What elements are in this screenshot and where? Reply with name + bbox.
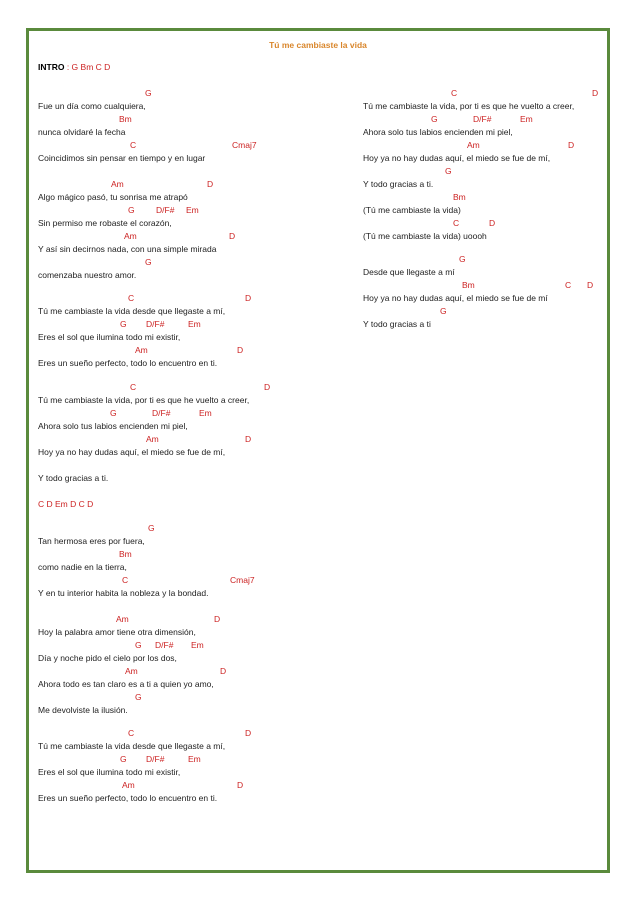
- lyric-line: Y todo gracias a ti: [363, 319, 431, 329]
- chord-line: [38, 178, 328, 191]
- lyric-line: Tú me cambiaste la vida desde que llegaste a mí,: [38, 306, 226, 316]
- chord: D: [237, 345, 244, 355]
- lyric-line: como nadie en la tierra,: [38, 562, 127, 572]
- chord-line: [38, 753, 328, 766]
- lyric-line: Algo mágico pasó, tu sonrisa me atrapó: [38, 192, 188, 202]
- chord: D: [220, 666, 227, 676]
- lyric-line: Desde que llegaste a mí: [363, 267, 455, 277]
- lyric-line: Hoy ya no hay dudas aquí, el miedo se fue de mí,: [38, 447, 226, 457]
- lyric-line: Tan hermosa eres por fuera,: [38, 536, 145, 546]
- chord: C: [130, 382, 137, 392]
- chord: Bm: [462, 280, 475, 290]
- chord-line: [363, 165, 608, 178]
- chord: D: [214, 614, 221, 624]
- chord: D: [592, 88, 599, 98]
- chord-line: [38, 433, 328, 446]
- chord: D: [207, 179, 214, 189]
- lyric-line: Y todo gracias a ti.: [38, 473, 109, 483]
- chord: Am: [125, 666, 138, 676]
- chord-line: [363, 217, 608, 230]
- chord: G: [440, 306, 447, 316]
- interlude-chords: C D Em D C D: [38, 499, 94, 509]
- chord-line: [38, 230, 328, 243]
- chord: Em: [188, 754, 201, 764]
- chord-line: [38, 113, 328, 126]
- lyrics-page: [26, 28, 610, 873]
- final-chorus: [363, 87, 608, 243]
- lyric-line: (Tú me cambiaste la vida): [363, 205, 461, 215]
- song-title: Tú me cambiaste la vida: [269, 40, 367, 50]
- chord-line: [38, 381, 328, 394]
- lyric-line: Hoy la palabra amor tiene otra dimensión,: [38, 627, 196, 637]
- chord: D: [587, 280, 594, 290]
- chord: Bm: [453, 192, 466, 202]
- chord: G: [135, 640, 142, 650]
- chord: Em: [191, 640, 204, 650]
- outro: [363, 253, 608, 331]
- lyric-line: Y todo gracias a ti.: [363, 179, 434, 189]
- chord: D: [229, 231, 236, 241]
- pre-chorus-1: [38, 178, 328, 282]
- lyric-line: Y así sin decirnos nada, con una simple mirada: [38, 244, 217, 254]
- chord: D: [264, 382, 271, 392]
- chord: C: [130, 140, 137, 150]
- chord: G: [445, 166, 452, 176]
- chord: D/F#: [146, 754, 165, 764]
- lyric-line: Día y noche pido el cielo por los dos,: [38, 653, 177, 663]
- lyric-line: Eres un sueño perfecto, todo lo encuentro en ti.: [38, 358, 218, 368]
- chorus-1: [38, 292, 328, 370]
- chord-line: [38, 318, 328, 331]
- lyric-line: Fue un día como cualquiera,: [38, 101, 146, 111]
- chord-line: [38, 574, 328, 587]
- chord: C: [128, 293, 135, 303]
- chord: G: [459, 254, 466, 264]
- intro-line: [38, 62, 110, 72]
- chord: C: [453, 218, 460, 228]
- chord: D/F#: [156, 205, 175, 215]
- chord: Am: [135, 345, 148, 355]
- lyric-line: Me devolviste la ilusión.: [38, 705, 128, 715]
- chord-line: [363, 279, 608, 292]
- chord-line: [38, 548, 328, 561]
- chord-line: [38, 256, 328, 269]
- chord: C: [451, 88, 458, 98]
- chord: Cmaj7: [230, 575, 255, 585]
- chord-line: [38, 665, 328, 678]
- lyric-line: Eres un sueño perfecto, todo lo encuentro en ti.: [38, 793, 218, 803]
- lyric-line: Eres el sol que ilumina todo mi existir,: [38, 332, 181, 342]
- lyric-line: Ahora solo tus labios encienden mi piel,: [38, 421, 188, 431]
- chord: Em: [199, 408, 212, 418]
- pre-chorus-2: [38, 613, 328, 717]
- chord: G: [120, 319, 127, 329]
- verse-2: [38, 522, 328, 600]
- chord-line: [363, 191, 608, 204]
- chord: Cmaj7: [232, 140, 257, 150]
- chord: D/F#: [152, 408, 171, 418]
- chord: D/F#: [146, 319, 165, 329]
- chord: D/F#: [473, 114, 492, 124]
- chord: Am: [111, 179, 124, 189]
- chord-line: [38, 292, 328, 305]
- lyric-line: Ahora todo es tan claro es a ti a quien yo amo,: [38, 679, 214, 689]
- chord-line: [38, 407, 328, 420]
- lyric-line: Y en tu interior habita la nobleza y la bondad.: [38, 588, 209, 598]
- lyric-line: Ahora solo tus labios encienden mi piel,: [363, 127, 513, 137]
- chord: C: [122, 575, 129, 585]
- chord-line: [38, 691, 328, 704]
- intro-label: INTRO: [38, 62, 65, 72]
- chord: G: [120, 754, 127, 764]
- lyric-line: Hoy ya no hay dudas aquí, el miedo se fue de mí: [363, 293, 548, 303]
- chord-line: [38, 639, 328, 652]
- chord: Am: [116, 614, 129, 624]
- lyric-line: Sin permiso me robaste el corazón,: [38, 218, 172, 228]
- chord: D: [568, 140, 575, 150]
- chord: G: [145, 88, 152, 98]
- chord: Bm: [119, 114, 132, 124]
- chord-line: [38, 344, 328, 357]
- lyric-line: Tú me cambiaste la vida desde que llegaste a mí,: [38, 741, 226, 751]
- chord: Am: [467, 140, 480, 150]
- chord-line: [363, 139, 608, 152]
- chord: Am: [146, 434, 159, 444]
- lyric-line: nunca olvidaré la fecha: [38, 127, 126, 137]
- chord-line: [38, 613, 328, 626]
- chord: D: [489, 218, 496, 228]
- chord: D: [245, 434, 252, 444]
- chord-line: [38, 204, 328, 217]
- chord-line: [363, 87, 608, 100]
- intro-chords: : G Bm C D: [66, 62, 111, 72]
- chord: C: [565, 280, 572, 290]
- chord-line: [363, 305, 608, 318]
- chord: G: [148, 523, 155, 533]
- chord: G: [135, 692, 142, 702]
- lyric-line: Hoy ya no hay dudas aquí, el miedo se fue de mí,: [363, 153, 551, 163]
- chord: Am: [124, 231, 137, 241]
- verse-1: [38, 87, 328, 165]
- chord-line: [363, 253, 608, 266]
- chord: D: [245, 293, 252, 303]
- chord-line: [38, 727, 328, 740]
- lyric-line: Tú me cambiaste la vida, por ti es que he vuelto a creer,: [363, 101, 575, 111]
- chord: G: [110, 408, 117, 418]
- chorus-3: [38, 727, 328, 805]
- chord-line: [38, 87, 328, 100]
- chord-line: [38, 139, 328, 152]
- chord: Em: [188, 319, 201, 329]
- chord: Em: [186, 205, 199, 215]
- chord: Bm: [119, 549, 132, 559]
- lyric-line: Eres el sol que ilumina todo mi existir,: [38, 767, 181, 777]
- chord: G: [145, 257, 152, 267]
- lyric-line: (Tú me cambiaste la vida) uoooh: [363, 231, 487, 241]
- chord: D: [245, 728, 252, 738]
- chord: D/F#: [155, 640, 174, 650]
- chord-line: [363, 113, 608, 126]
- lyric-line: Coincidimos sin pensar en tiempo y en lugar: [38, 153, 206, 163]
- chord: C: [128, 728, 135, 738]
- chord: Am: [122, 780, 135, 790]
- chord: G: [128, 205, 135, 215]
- chord-line: [38, 779, 328, 792]
- chord: G: [431, 114, 438, 124]
- chord: Em: [520, 114, 533, 124]
- chord: D: [237, 780, 244, 790]
- chord-line: [38, 522, 328, 535]
- lyric-line: Tú me cambiaste la vida, por ti es que he vuelto a creer,: [38, 395, 250, 405]
- chorus-2: [38, 381, 328, 511]
- lyric-line: comenzaba nuestro amor.: [38, 270, 137, 280]
